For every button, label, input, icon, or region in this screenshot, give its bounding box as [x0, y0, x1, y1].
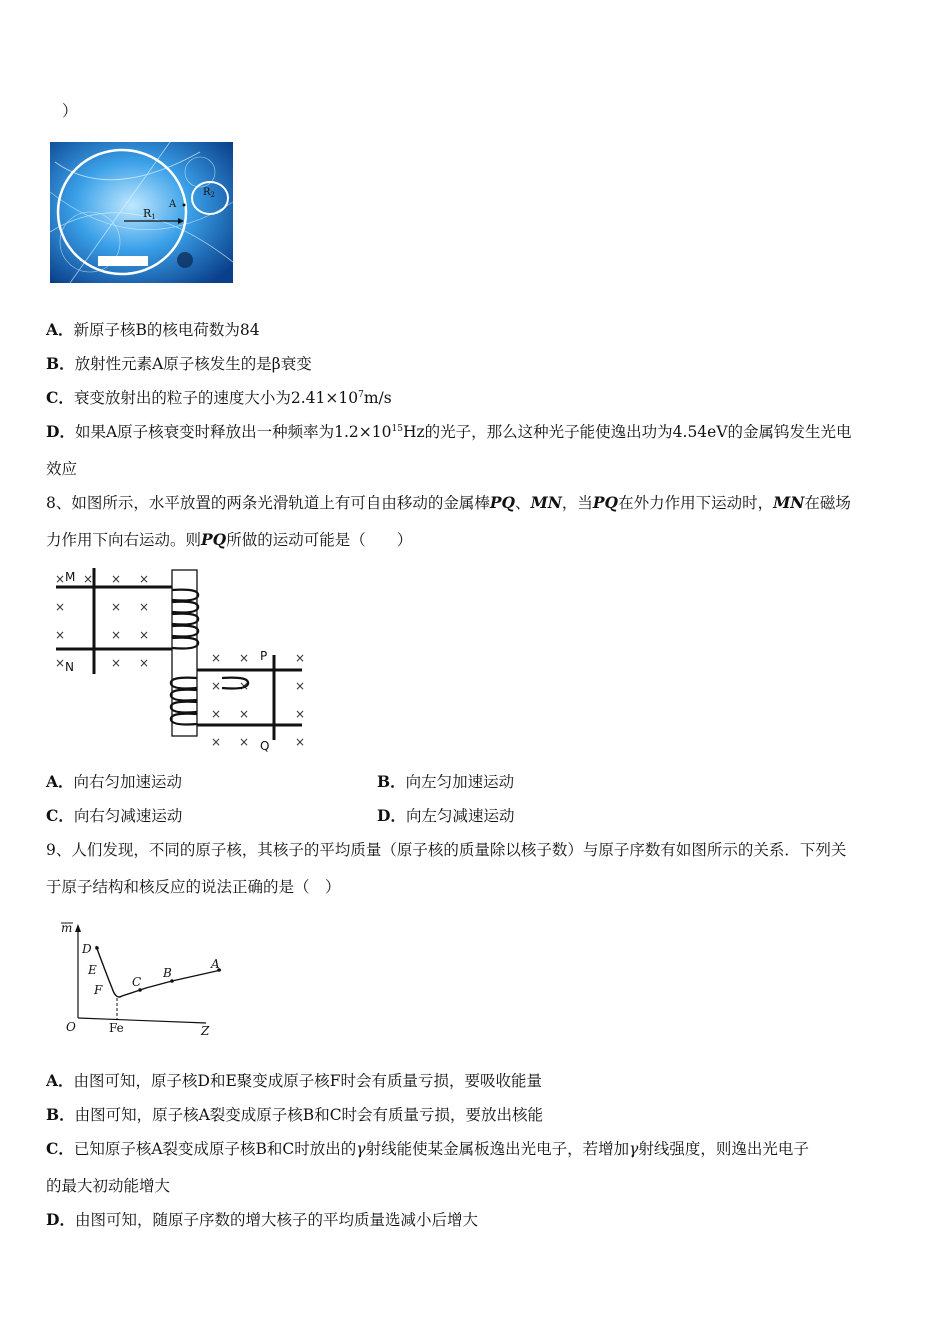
point-a: [183, 204, 186, 207]
field-cross-mark: ×: [55, 656, 66, 670]
field-cross-mark: ×: [211, 679, 222, 693]
q8-option-c: C．向右匀减速运动: [46, 806, 183, 825]
q9-option-a: A．由图可知，原子核D和E聚变成原子核F时会有质量亏损，要吸收能量: [46, 1071, 543, 1090]
label-r2: $R_2$: [203, 187, 215, 199]
label-p: P: [260, 649, 268, 663]
y-label: m: [61, 921, 73, 935]
field-cross-mark: ×: [55, 572, 66, 586]
field-cross-mark: ×: [139, 656, 150, 670]
q7-stem-tail: ）: [62, 102, 78, 120]
point-c-label: C: [132, 975, 142, 989]
q7-option-d: D．如果A原子核衰变时释放出一种频率为$1.2\times 10^{15}Hz$的光子，那么这种光子能使逸出功为4.54eV的金属钨发生光电: [46, 422, 852, 441]
q7-option-d-continued: 效应: [46, 460, 78, 478]
q7-track-photo: [50, 142, 233, 283]
fe-label: Fe: [109, 1021, 124, 1035]
field-cross-mark: ×: [239, 707, 250, 721]
field-cross-mark: ×: [295, 735, 306, 749]
field-cross-mark: ×: [111, 600, 122, 614]
field-cross-mark: ×: [295, 679, 306, 693]
field-cross-mark: ×: [111, 572, 122, 586]
field-cross-mark: ×: [239, 651, 250, 665]
q8-option-b: B．向左匀加速运动: [377, 772, 515, 791]
label-r1: R1: [143, 207, 156, 221]
field-cross-mark: ×: [239, 735, 250, 749]
field-cross-mark: ×: [139, 572, 150, 586]
q9-option-c-continued: 的最大初动能增大: [46, 1177, 171, 1195]
point-d-label: D: [82, 942, 92, 956]
label-n: N: [65, 660, 74, 674]
x-label: Z: [201, 1024, 210, 1038]
q9-option-c: C．已知原子核A裂变成原子核B和C时放出的γ射线能使某金属板逸出光电子，若增加γ射线强度，则逸出光电子: [46, 1139, 809, 1158]
label-a: A: [169, 199, 177, 210]
q9-option-d: D．由图可知，随原子序数的增大核子的平均质量选减小后增大: [46, 1210, 478, 1229]
q9-mass-curve: [56, 918, 256, 1040]
field-cross-mark: ×: [211, 735, 222, 749]
white-patch: [98, 256, 148, 266]
q9-stem-line2: 于原子结构和核反应的说法正确的是（ ）: [46, 878, 341, 896]
field-cross-mark: ×: [211, 651, 222, 665]
q8-option-d: D．向左匀减速运动: [377, 806, 515, 825]
label-m: M: [65, 570, 76, 584]
q9-stem-line1: 9、人们发现，不同的原子核，其核子的平均质量（原子核的质量除以核子数）与原子序数有如图所示的关系．下列关: [46, 841, 847, 859]
field-cross-mark: ×: [111, 628, 122, 642]
q7-option-b: B．放射性元素A原子核发生的是β衰变: [46, 354, 312, 373]
field-cross-mark: ×: [55, 600, 66, 614]
q7-option-c: C．衰变放射出的粒子的速度大小为$2.41\times 10^7m/s$: [46, 388, 392, 407]
field-cross-mark: ×: [295, 707, 306, 721]
x-axis: [78, 1018, 206, 1023]
q7-option-a: A．新原子核B的核电荷数为84: [46, 320, 260, 339]
point-b-label: B: [163, 966, 172, 980]
field-cross-mark: ×: [83, 572, 94, 586]
field-cross-mark: ×: [295, 651, 306, 665]
field-cross-mark: ×: [55, 628, 66, 642]
point-a-label: A: [211, 957, 220, 971]
label-q: Q: [260, 739, 270, 753]
q8-option-a: A．向右匀加速运动: [46, 772, 183, 791]
q8-stem-line2: 力作用下向右运动。则PQ所做的运动可能是（ ）: [46, 530, 413, 549]
field-cross-mark: ×: [111, 656, 122, 670]
field-cross-mark: ×: [139, 628, 150, 642]
mass-curve: [96, 946, 221, 997]
point-e-label: E: [88, 963, 97, 977]
field-cross-mark: ×: [239, 679, 250, 693]
origin-label: O: [66, 1020, 76, 1034]
field-cross-mark: ×: [211, 707, 222, 721]
q9-option-b: B．由图可知，原子核A裂变成原子核B和C时会有质量亏损，要放出核能: [46, 1105, 544, 1124]
q8-stem-line1: 8、如图所示，水平放置的两条光滑轨道上有可自由移动的金属棒PQ、MN，当PQ在外力作用下运动时，MN在磁场: [46, 493, 851, 512]
field-cross-mark: ×: [139, 600, 150, 614]
q8-rail-diagram: [48, 562, 313, 754]
point-f-label: F: [94, 983, 103, 997]
